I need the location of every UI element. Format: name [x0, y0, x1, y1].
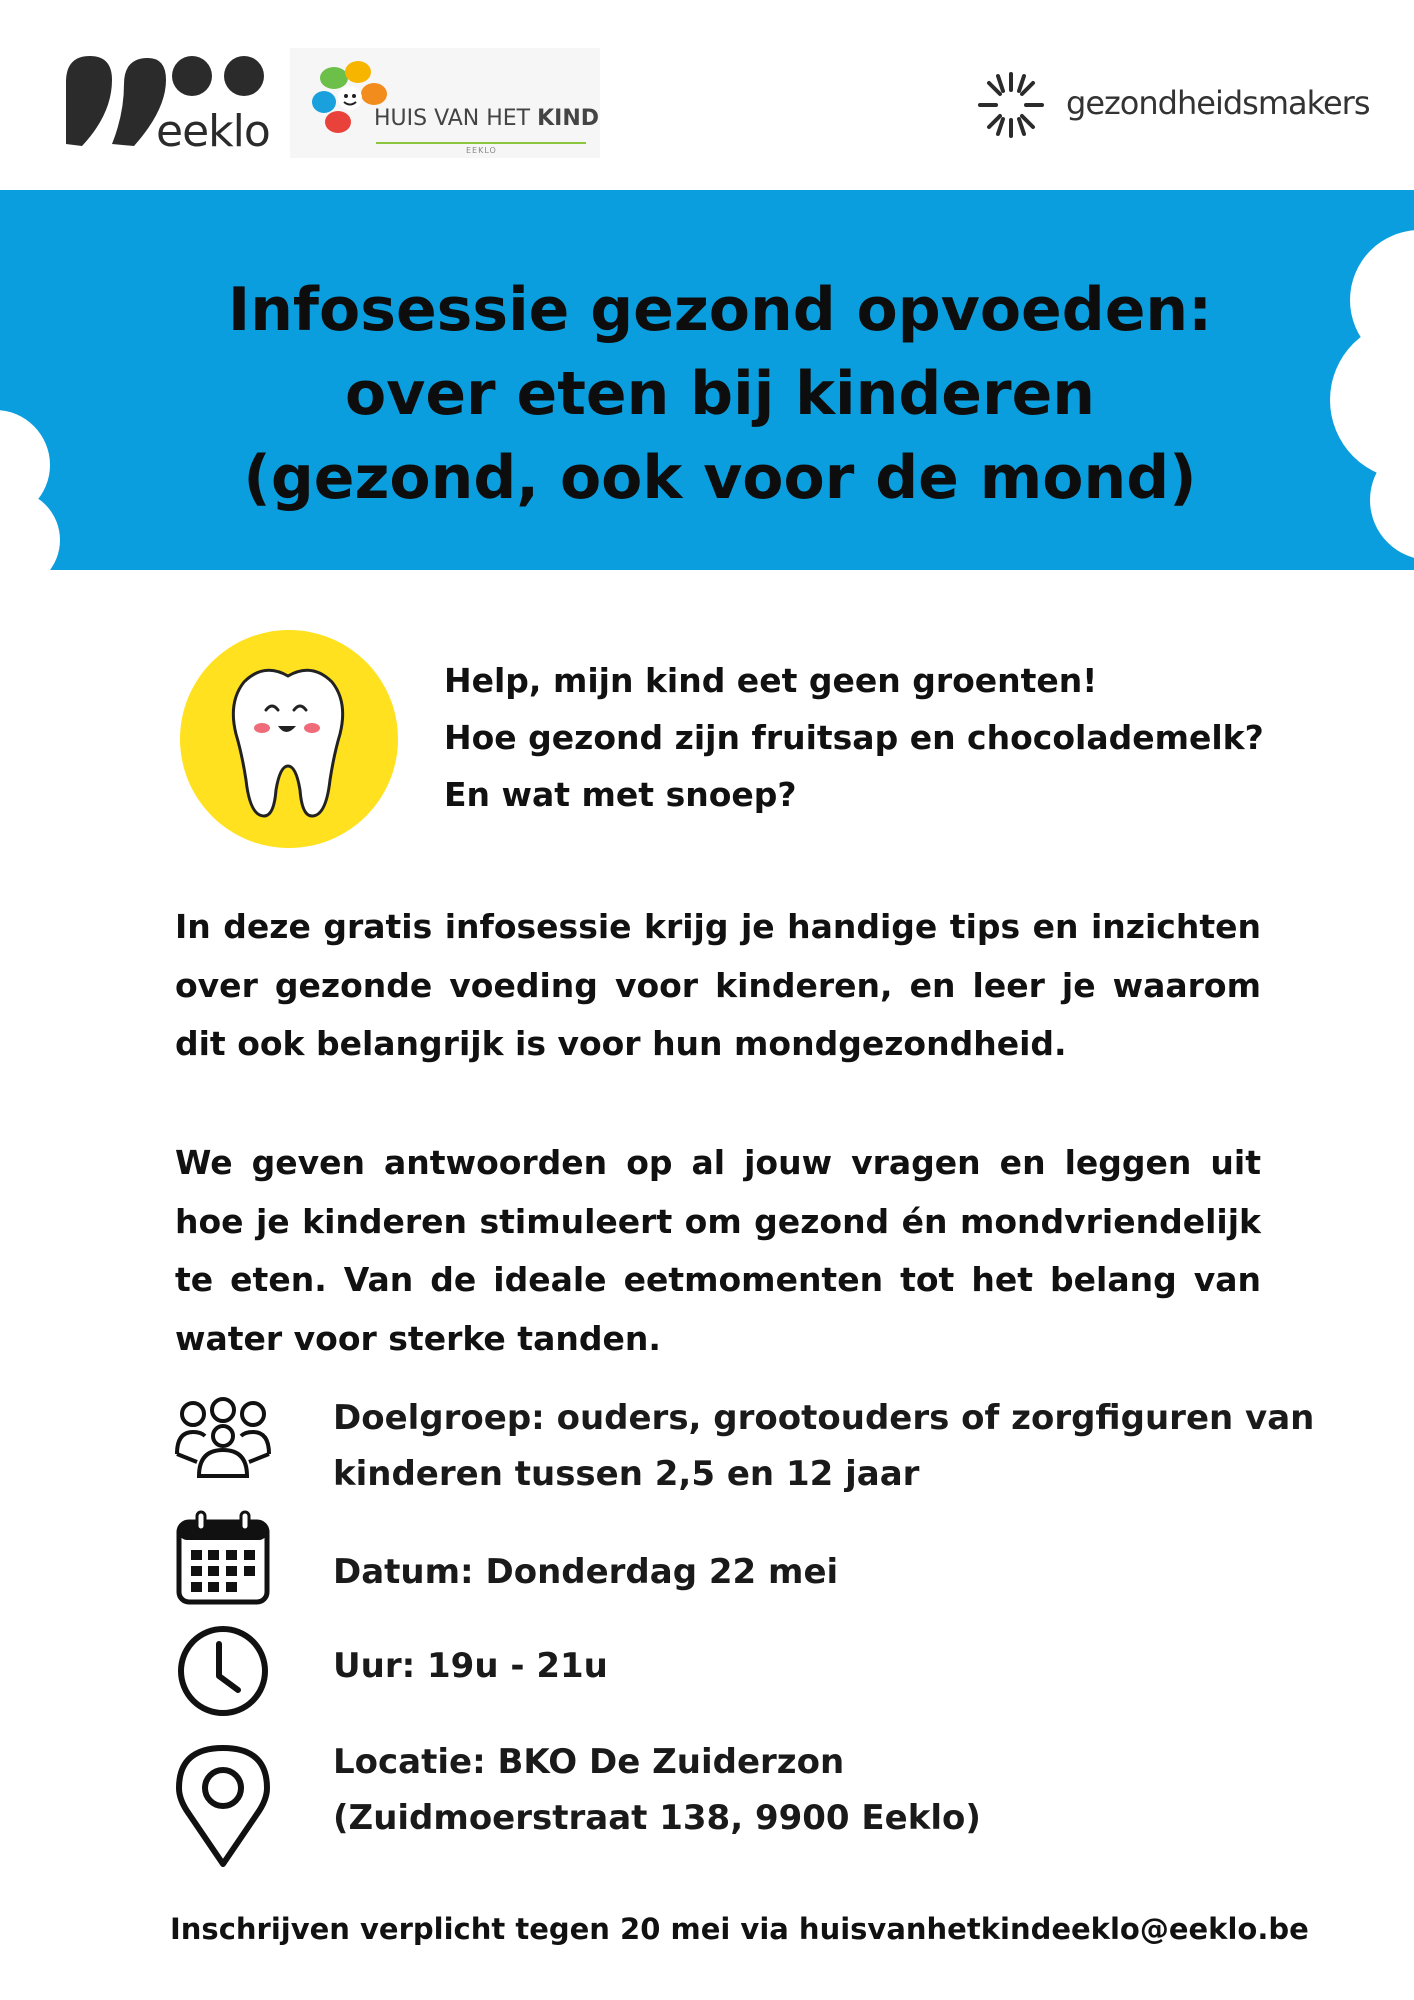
hvhk-name-bold: KIND	[537, 106, 600, 131]
group-people-icon	[173, 1396, 273, 1480]
info-uur: Uur: 19u - 21u	[333, 1646, 608, 1686]
doelgroep-line: kinderen tussen 2,5 en 12 jaar	[333, 1454, 920, 1494]
gezondheidsmakers-logo	[976, 70, 1370, 140]
intro-questions	[444, 652, 1264, 823]
info-datum: Datum: Donderdag 22 mei	[333, 1552, 839, 1592]
huis-van-het-kind-name	[374, 106, 599, 131]
eeklo-logo-text: eeklo	[156, 106, 270, 157]
smiling-tooth-icon	[180, 630, 398, 848]
starburst-logo-icon	[976, 70, 1046, 140]
tooth-illustration	[180, 630, 398, 848]
question-line: Hoe gezond zijn fruitsap en chocolademelk?	[444, 718, 1264, 757]
hvhk-subtitle: EEKLO	[466, 146, 497, 155]
title-line: (gezond, ook voor de mond)	[243, 443, 1197, 513]
title-line: Infosessie gezond opvoeden:	[227, 275, 1213, 345]
hvhk-underline	[376, 142, 586, 144]
body-paragraph: We geven antwoorden op al jouw vragen en leggen uit hoe je kinderen stimuleert om gezond én mondvriendelijk te eten. Van de ideale eetmomenten tot het belang van water voor sterke tanden.	[175, 1143, 1261, 1358]
question-line: Help, mijn kind eet geen groenten!	[444, 661, 1098, 700]
clock-icon	[176, 1624, 270, 1718]
locatie-line: Locatie: BKO De Zuiderzon	[333, 1742, 845, 1782]
locatie-line: (Zuidmoerstraat 138, 9900 Eeklo)	[333, 1798, 981, 1838]
question-line: En wat met snoep?	[444, 775, 797, 814]
huis-van-het-kind-logo	[290, 48, 600, 158]
info-doelgroep	[333, 1390, 1314, 1502]
registration-footer: Inschrijven verplicht tegen 20 mei via huisvanhetkindeeklo@eeklo.be	[170, 1912, 1309, 1946]
flower-logo-icon	[306, 56, 396, 146]
location-pin-icon	[175, 1744, 271, 1870]
eeklo-logo	[62, 54, 282, 157]
calendar-icon	[175, 1510, 271, 1606]
doelgroep-line: Doelgroep: ouders, grootouders of zorgfiguren van	[333, 1398, 1315, 1438]
gezondheidsmakers-text: gezondheidsmakers	[1066, 84, 1370, 122]
cloud-decoration	[0, 490, 60, 570]
info-locatie	[333, 1734, 981, 1846]
body-paragraph: In deze gratis infosessie krijg je handige tips en inzichten over gezonde voeding voor kinderen, en leer je waarom dit ook belangrijk is voor hun mondgezondheid.	[175, 907, 1261, 1063]
page-title	[150, 268, 1290, 520]
hvhk-name-regular: HUIS VAN HET	[374, 106, 538, 131]
title-line: over eten bij kinderen	[345, 359, 1095, 429]
